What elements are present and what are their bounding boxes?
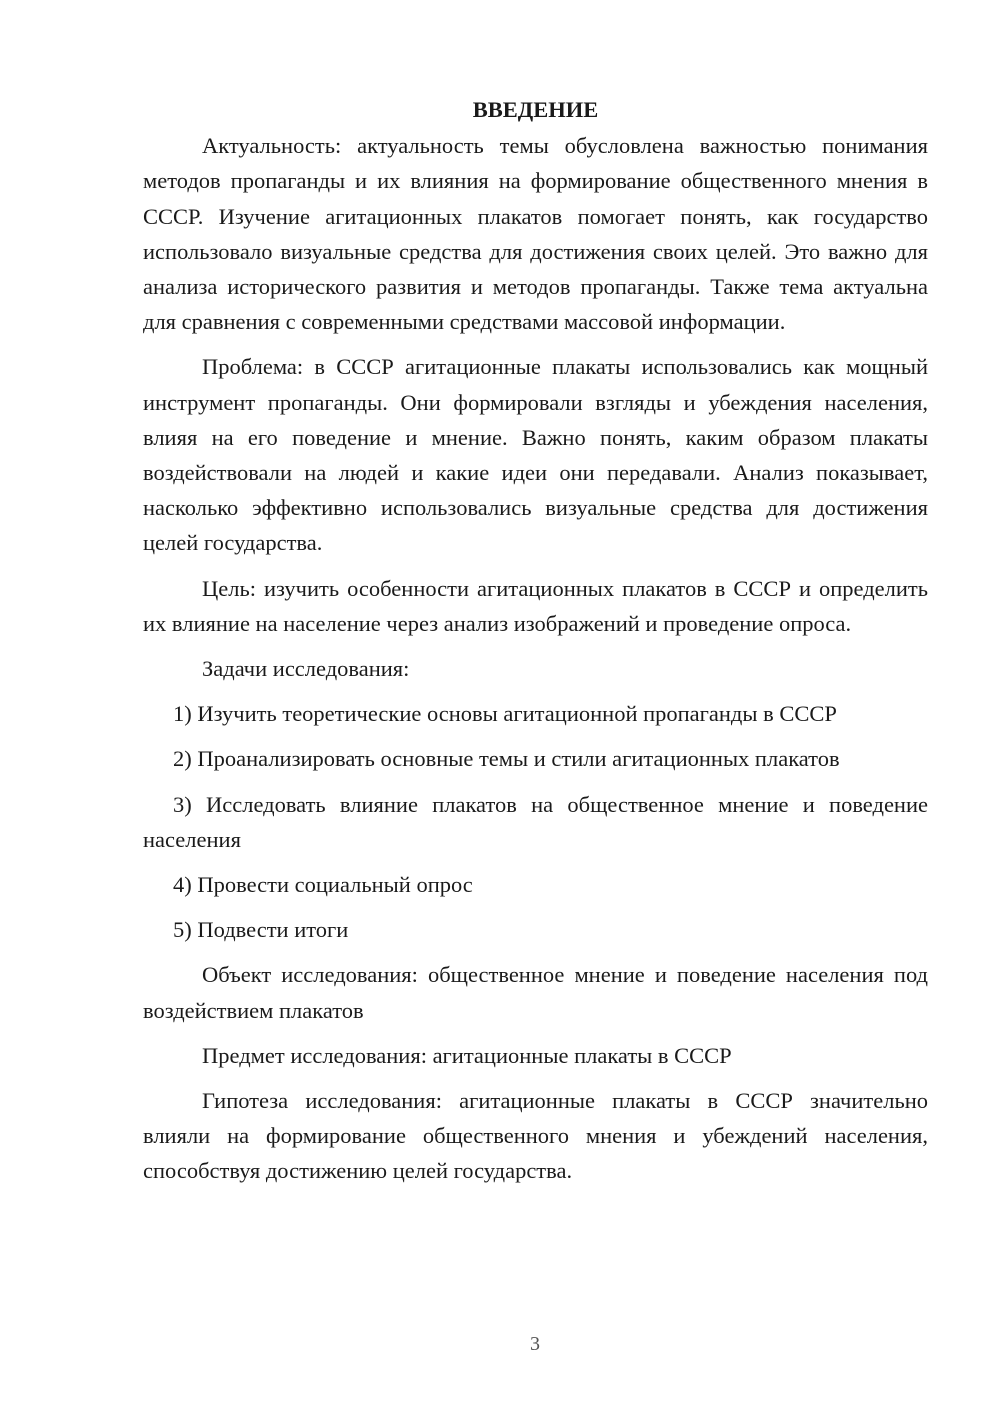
page-content: [143, 92, 928, 1199]
task-item-1: 1) Изучить теоретические основы агитационной пропаганды в СССР: [173, 701, 837, 727]
relevance-paragraph: Актуальность: актуальность темы обусловлена важностью понимания методов пропаганды и их влияния на формирование общественного мнения в СССР. Изучение агитационных плакатов помогает понять, как государство использовало визуальные средства для достижения своих целей. Это важно для анализа исторического развития и методов пропаганды. Также тема актуальна для сравнения с современными средствами массовой информации.: [143, 133, 928, 335]
page-number: 3: [530, 1333, 540, 1355]
goal-paragraph: Цель: изучить особенности агитационных плакатов в СССР и определить их влияние на население через анализ изображений и проведение опроса.: [143, 575, 928, 636]
problem-paragraph: Проблема: в СССР агитационные плакаты использовались как мощный инструмент пропаганды. Они формировали взгляды и убеждения населения, влияя на его поведение и мнение. Важно понять, каким образом плакаты воздействовали на людей и какие идеи они передавали. Анализ показывает, насколько эффективно использовались визуальные средства для достижения целей государства.: [143, 354, 928, 556]
section-heading: ВВЕДЕНИЕ: [472, 97, 599, 122]
subject-paragraph: Предмет исследования: агитационные плакаты в СССР: [202, 1042, 732, 1068]
task-item-2: 2) Проанализировать основные темы и стили агитационных плакатов: [173, 746, 840, 772]
hypothesis-paragraph: Гипотеза исследования: агитационные плакаты в СССР значительно влияли на формирование общественного мнения и убеждений населения, способствуя достижению целей государства.: [143, 1088, 928, 1184]
object-paragraph: Объект исследования: общественное мнение и поведение населения под воздействием плакатов: [143, 962, 928, 1023]
task-item-3: 3) Исследовать влияние плакатов на общественное мнение и поведение населения: [143, 791, 928, 852]
tasks-heading: Задачи исследования:: [202, 656, 410, 682]
task-item-4: 4) Провести социальный опрос: [173, 872, 473, 898]
task-item-5: 5) Подвести итоги: [173, 917, 349, 943]
